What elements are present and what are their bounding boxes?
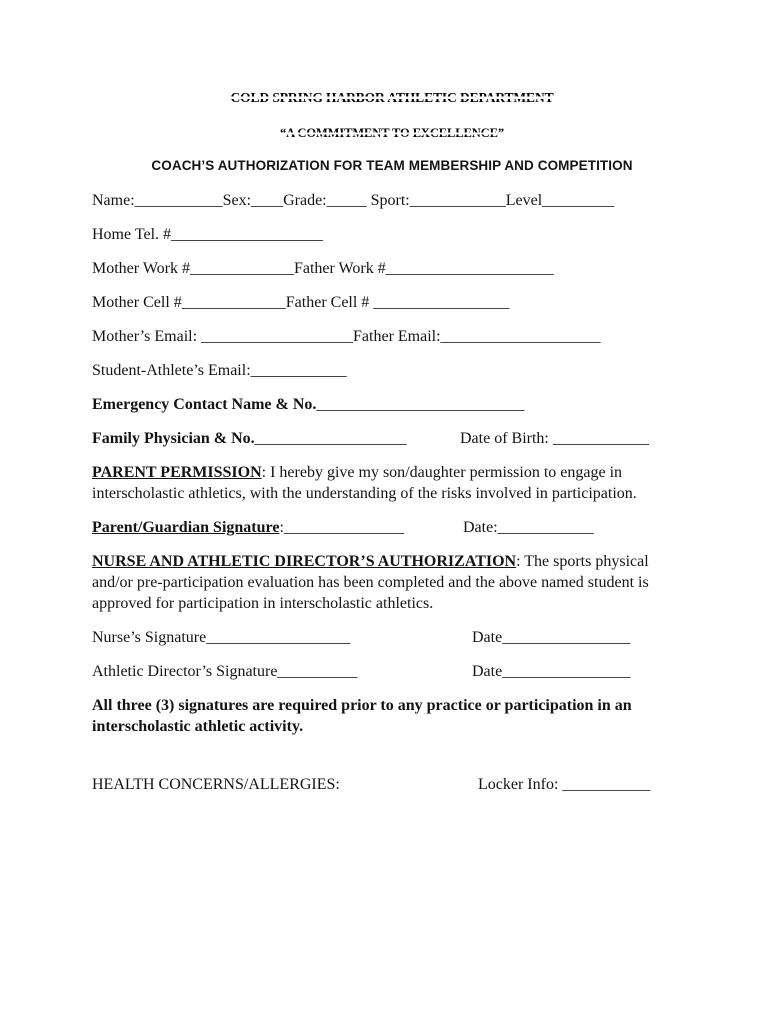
parent-permission-paragraph [92,462,692,504]
parents-work-line: Mother Work #_____________Father Work #_____________________ [92,260,554,277]
athletic-director-signature-line [92,661,692,682]
parent-permission-label: PARENT PERMISSION [92,464,262,481]
health-concerns-line [92,774,692,795]
athletic-director-date-field: Date________________ [472,663,631,680]
name-sex-grade-sport-level-line: Name:___________Sex:____Grade:_____ Sport:____________Level_________ [92,192,615,209]
parents-cell-line: Mother Cell #_____________Father Cell # _________________ [92,294,510,311]
guardian-signature-blank: :_______________ [279,519,404,536]
emergency-contact-label: Emergency Contact Name & No. [92,396,317,413]
nurse-signature-line [92,627,692,648]
date-of-birth-field: Date of Birth: ____________ [460,430,649,447]
home-tel-line: Home Tel. #___________________ [92,226,324,243]
form-heading: COACH’S AUTHORIZATION FOR TEAM MEMBERSHIP AND COMPETITION [151,158,633,173]
physician-label: Family Physician & No. [92,430,255,447]
emergency-contact-blank: __________________________ [316,396,525,413]
athletic-director-signature-field: Athletic Director’s Signature__________ [92,663,358,680]
locker-info-field: Locker Info: ___________ [478,776,651,793]
guardian-signature-label: Parent/Guardian Signature [92,519,280,536]
health-concerns-label: HEALTH CONCERNS/ALLERGIES: [92,776,340,793]
nurse-authorization-label: NURSE AND ATHLETIC DIRECTOR’S AUTHORIZATION [92,553,517,570]
emergency-contact-line [92,394,692,415]
signatures-required-note: All three (3) signatures are required prior to any practice or participation in an interscholastic athletic activity. [92,697,632,735]
nurse-date-field: Date________________ [472,629,631,646]
guardian-signature-field [92,519,404,536]
nurse-authorization-text: : The sports physical and/or pre-participation evaluation has been completed and the above named student is approved for participation in interscholastic athletics. [92,553,649,612]
nurse-authorization-paragraph [92,551,692,614]
physician-blank: ___________________ [254,430,407,447]
document-subtitle: “A COMMITMENT TO EXCELLENCE” [92,124,692,142]
physician-dob-line [92,428,692,449]
parents-email-line: Mother’s Email: ___________________Father Email:____________________ [92,328,601,345]
physician-field [92,430,407,447]
guardian-date-field: Date:____________ [463,519,594,536]
nurse-signature-field: Nurse’s Signature__________________ [92,629,351,646]
guardian-signature-line [92,517,692,538]
document-title: COLD SPRING HARBOR ATHLETIC DEPARTMENT [92,88,692,107]
parent-permission-text: : I hereby give my son/daughter permission to engage in interscholastic athletics, with the understanding of the risks involved in participation. [92,464,637,502]
student-email-line: Student-Athlete’s Email:____________ [92,362,347,379]
